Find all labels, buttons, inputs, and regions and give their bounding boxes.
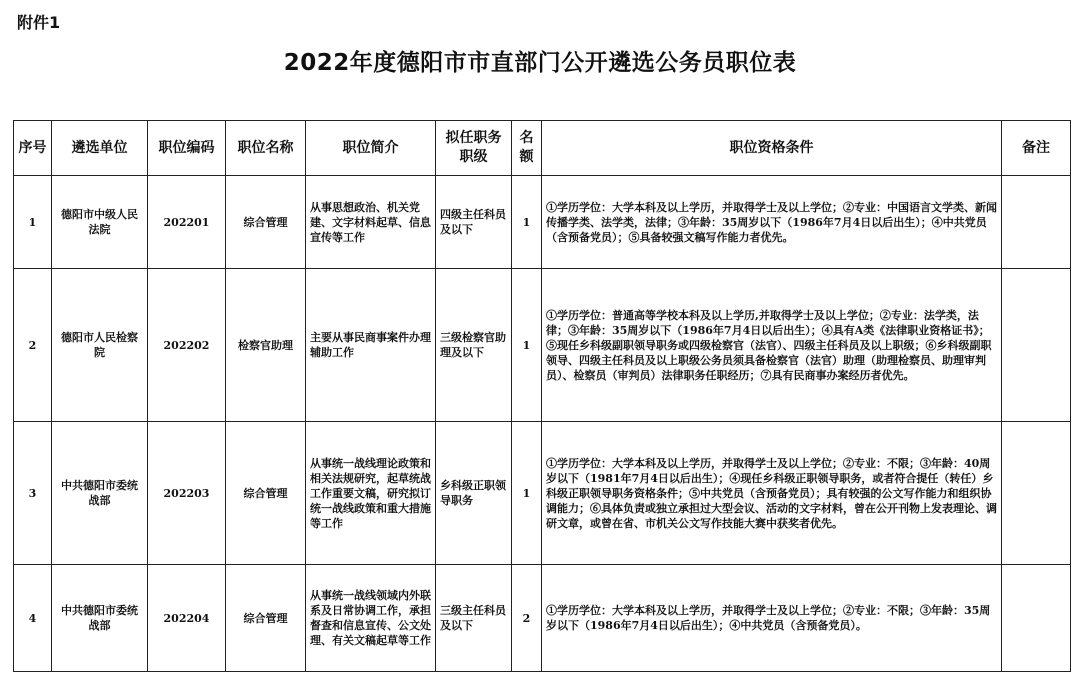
header-seq: 序号 — [14, 121, 52, 176]
header-name: 职位名称 — [226, 121, 306, 176]
cell-desc: 从事统一战线理论政策和相关法规研究，起草统战工作重要文稿，研究拟订统一战线政策和重大措施等工作 — [306, 422, 436, 565]
cell-grade: 乡科级正职领导职务 — [436, 422, 512, 565]
cell-name: 检察官助理 — [226, 269, 306, 422]
header-unit: 遴选单位 — [52, 121, 148, 176]
cell-notes — [1002, 565, 1071, 672]
cell-quals: ①学历学位：大学本科及以上学历，并取得学士及以上学位；②专业：中国语言文学类、新闻传播学类、法学类，法律；③年龄：35周岁以下（1986年7月4日以后出生）；④中共党员（含预备党员）；⑤具备较强文稿写作能力者优先。 — [542, 176, 1002, 269]
cell-quals: ①学历学位：大学本科及以上学历，并取得学士及以上学位；②专业：不限；③年龄：35周岁以下（1986年7月4日以后出生）；④中共党员（含预备党员）。 — [542, 565, 1002, 672]
cell-grade: 三级主任科员及以下 — [436, 565, 512, 672]
cell-seq: 1 — [14, 176, 52, 269]
cell-seq: 2 — [14, 269, 52, 422]
table-row — [14, 565, 1071, 672]
header-notes: 备注 — [1002, 121, 1071, 176]
cell-name: 综合管理 — [226, 565, 306, 672]
header-quals: 职位资格条件 — [542, 121, 1002, 176]
cell-quota: 2 — [512, 565, 542, 672]
table-row — [14, 422, 1071, 565]
cell-unit: 中共德阳市委统战部 — [52, 422, 148, 565]
cell-notes — [1002, 422, 1071, 565]
cell-quals: ①学历学位：大学本科及以上学历，并取得学士及以上学位；②专业：不限；③年龄：40周岁以下（1981年7月4日以后出生）；④现任乡科级正职领导职务，或者符合提任（转任）乡科级正职领导职务资格条件；⑤中共党员（含预备党员）；具有较强的公文写作能力和组织协调能力；⑥具体负责或独立承担过大型会议、活动的文字材料，曾在公开刊物上发表理论、调研文章，或曾在省、市机关公文写作技能大赛中获奖者优先。 — [542, 422, 1002, 565]
table-row — [14, 269, 1071, 422]
positions-table — [13, 120, 1071, 672]
cell-code: 202203 — [148, 422, 226, 565]
cell-unit: 德阳市人民检察院 — [52, 269, 148, 422]
header-code: 职位编码 — [148, 121, 226, 176]
cell-desc: 从事统一战线领域内外联系及日常协调工作，承担督查和信息宣传、公文处理、有关文稿起草等工作 — [306, 565, 436, 672]
cell-grade: 四级主任科员及以下 — [436, 176, 512, 269]
cell-notes — [1002, 176, 1071, 269]
attachment-label: 附件1 — [17, 13, 61, 32]
header-grade: 拟任职务职级 — [436, 121, 512, 176]
cell-code: 202204 — [148, 565, 226, 672]
header-row — [14, 121, 1071, 176]
cell-unit: 中共德阳市委统战部 — [52, 565, 148, 672]
cell-quota: 1 — [512, 422, 542, 565]
table-row — [14, 176, 1071, 269]
cell-quals: ①学历学位：普通高等学校本科及以上学历,并取得学士及以上学位；②专业：法学类，法律；③年龄：35周岁以下（1986年7月4日以后出生）；④具有A类《法律职业资格证书》；⑤现任乡科级副职领导职务或四级检察官（法官）、四级主任科员及以上职级；⑥乡科级副职领导、四级主任科员及以上职级公务员须具备检察官（法官）助理（助理检察员、助理审判员）、检察员（审判员）法律职务任职经历；⑦具有民商事办案经历者优先。 — [542, 269, 1002, 422]
cell-name: 综合管理 — [226, 176, 306, 269]
cell-seq: 4 — [14, 565, 52, 672]
header-quota: 名额 — [512, 121, 542, 176]
cell-notes — [1002, 269, 1071, 422]
cell-unit: 德阳市中级人民法院 — [52, 176, 148, 269]
cell-desc: 从事思想政治、机关党建、文字材料起草、信息宣传等工作 — [306, 176, 436, 269]
cell-quota: 1 — [512, 176, 542, 269]
cell-seq: 3 — [14, 422, 52, 565]
cell-desc: 主要从事民商事案件办理辅助工作 — [306, 269, 436, 422]
header-desc: 职位简介 — [306, 121, 436, 176]
cell-code: 202201 — [148, 176, 226, 269]
cell-quota: 1 — [512, 269, 542, 422]
cell-code: 202202 — [148, 269, 226, 422]
page-title: 2022年度德阳市市直部门公开遴选公务员职位表 — [283, 50, 797, 76]
cell-name: 综合管理 — [226, 422, 306, 565]
cell-grade: 三级检察官助理及以下 — [436, 269, 512, 422]
